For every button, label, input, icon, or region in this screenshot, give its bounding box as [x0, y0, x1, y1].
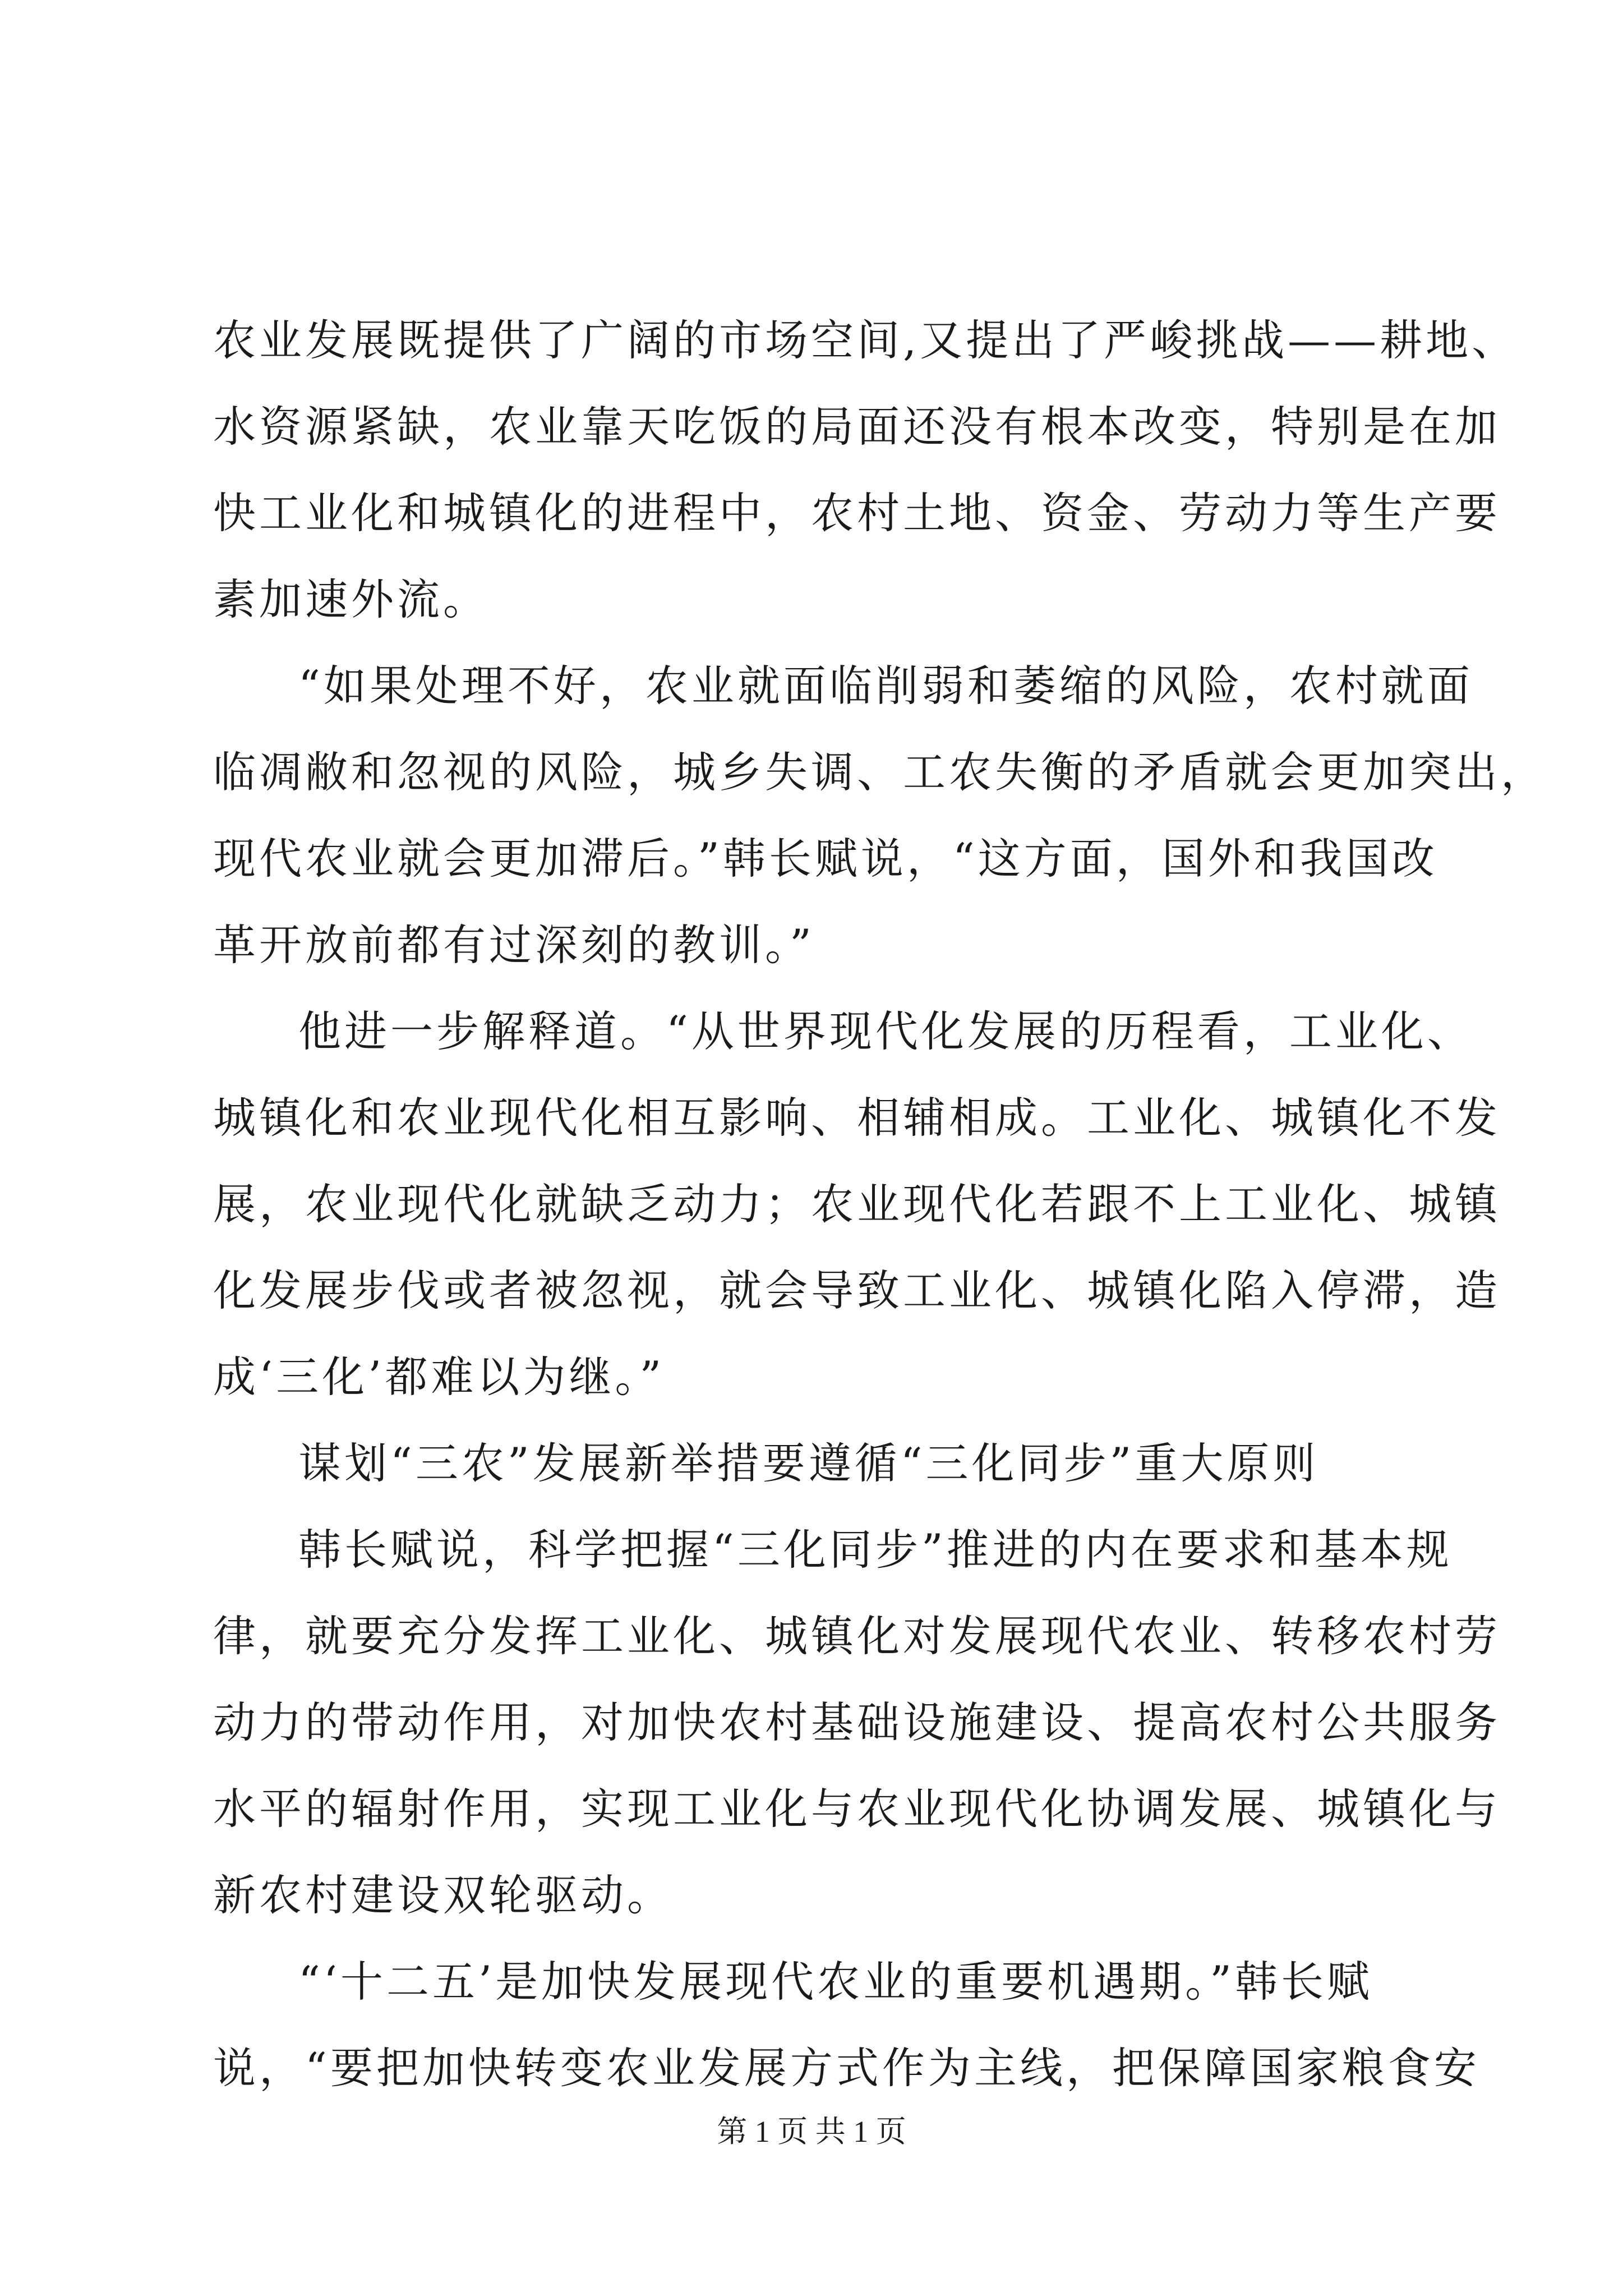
- text-line: 新农村建设双轮驱动。: [213, 1870, 673, 1920]
- text-line: 农业发展既提供了广阔的市场空间,又提出了严峻挑战——耕地、: [213, 315, 1518, 365]
- text-line: 水平的辐射作用，实现工业化与农业现代化协调发展、城镇化与: [213, 1784, 1501, 1834]
- text-line: 现代农业就会更加滞后。”韩长赋说，“这方面，国外和我国改: [213, 834, 1438, 884]
- text-line: 素加速外流。: [213, 574, 489, 624]
- article-body: [213, 297, 1547, 2111]
- text-line: 快工业化和城镇化的进程中，农村土地、资金、劳动力等生产要: [213, 488, 1501, 538]
- text-line: 成‘三化’都难以为继。”: [213, 1352, 665, 1402]
- text-line: 说，“要把加快转变农业发展方式作为主线，把保障国家粮食安: [213, 2043, 1480, 2093]
- paragraph-first-line: “如果处理不好，农业就面临削弱和萎缩的风险，农村就面: [298, 661, 1473, 711]
- page-number-footer: 第 1 页 共 1 页: [717, 2115, 906, 2148]
- text-line: 临凋敝和忽视的风险，城乡失调、工农失衡的矛盾就会更加突出，: [213, 747, 1547, 797]
- text-line: 化发展步伐或者被忽视，就会导致工业化、城镇化陷入停滞，造: [213, 1266, 1501, 1315]
- text-line: 革开放前都有过深刻的教训。”: [213, 920, 815, 970]
- paragraph-first-line: 他进一步解释道。“从世界现代化发展的历程看，工业化、: [298, 1006, 1473, 1056]
- text-line: 水资源紧缺，农业靠天吃饭的局面还没有根本改变，特别是在加: [213, 402, 1501, 452]
- text-line: 展，农业现代化就缺乏动力；农业现代化若跟不上工业化、城镇: [213, 1179, 1501, 1229]
- section-heading: 谋划“三农”发展新举措要遵循“三化同步”重大原则: [298, 1438, 1319, 1488]
- text-line: 动力的带动作用，对加快农村基础设施建设、提高农村公共服务: [213, 1697, 1501, 1747]
- text-line: 律，就要充分发挥工业化、城镇化对发展现代农业、转移农村劳: [213, 1611, 1501, 1661]
- text-line: 城镇化和农业现代化相互影响、相辅相成。工业化、城镇化不发: [213, 1093, 1501, 1143]
- paragraph-first-line: 韩长赋说，科学把握“三化同步”推进的内在要求和基本规: [298, 1525, 1453, 1575]
- paragraph-first-line: “‘十二五’是加快发展现代农业的重要机遇期。”韩长赋: [298, 1957, 1373, 2007]
